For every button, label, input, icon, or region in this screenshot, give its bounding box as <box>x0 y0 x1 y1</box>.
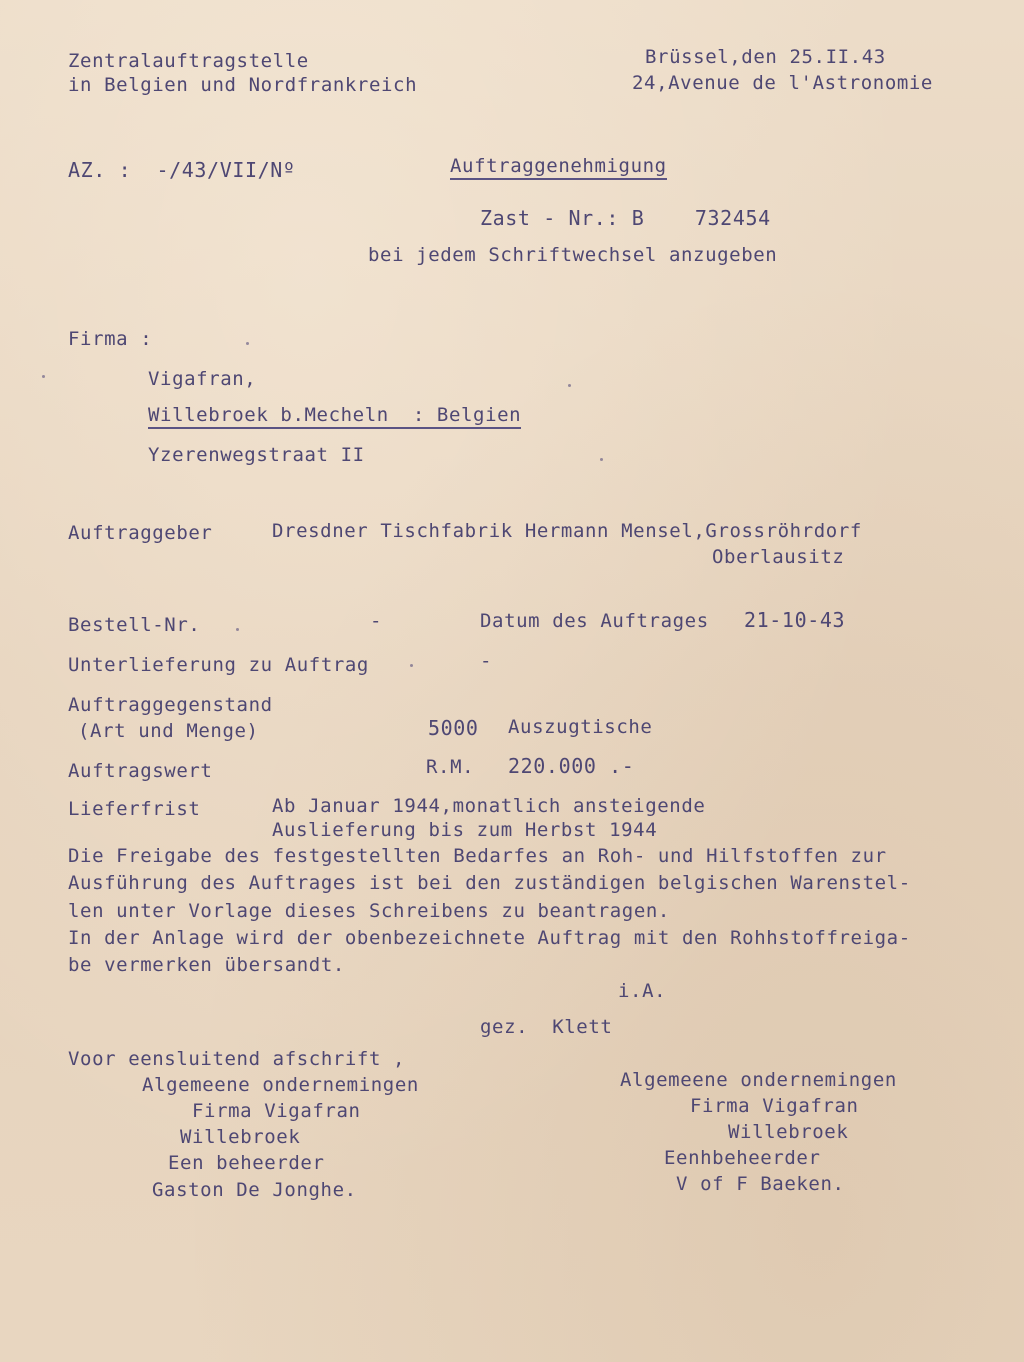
client-name: Dresdner Tischfabrik Hermann Mensel,Grossröhrdorf <box>272 520 862 542</box>
paper-speck <box>42 375 45 378</box>
order-date-label: Datum des Auftrages <box>480 610 709 632</box>
order-quantity: 5000 <box>428 716 479 740</box>
certification-company-right: Algemeene ondernemingen <box>620 1069 897 1091</box>
file-reference: AZ. : -/43/VII/Nº <box>68 158 296 182</box>
sub-delivery-value: - <box>480 650 493 672</box>
paper-speck <box>236 628 239 631</box>
signature-name: gez. Klett <box>480 1016 613 1038</box>
certification-line-1: Voor eensluitend afschrift , <box>68 1048 406 1070</box>
paper-speck <box>600 458 603 461</box>
order-subject-sublabel: (Art und Menge) <box>78 720 259 742</box>
delivery-period-line-1: Ab Januar 1944,monatlich ansteigende <box>272 795 706 817</box>
firm-street: Yzerenwegstraat II <box>148 444 365 466</box>
paper-speck <box>410 664 413 667</box>
body-line-2: Ausführung des Auftrages ist bei den zuständigen belgischen Warenstel- <box>68 872 911 894</box>
order-value-currency: R.M. <box>426 756 475 778</box>
order-value-amount: 220.000 .- <box>508 754 635 778</box>
certification-firm-left: Firma Vigafran <box>192 1100 361 1122</box>
body-line-4: In der Anlage wird der obenbezeichnete Auftrag mit den Rohhstoffreiga- <box>68 927 911 949</box>
delivery-period-line-2: Auslieferung bis zum Herbst 1944 <box>272 819 658 841</box>
place-date: Brüssel,den 25.II.43 <box>645 46 886 68</box>
reference-notice: bei jedem Schriftwechsel anzugeben <box>368 244 778 266</box>
order-item: Auszugtische <box>508 716 653 738</box>
order-subject-label: Auftraggegenstand <box>68 694 273 716</box>
client-region: Oberlausitz <box>712 546 845 568</box>
certification-signer-left: Gaston De Jonghe. <box>152 1179 357 1201</box>
document-title: Auftraggenehmigung <box>450 157 667 180</box>
certification-town-right: Willebroek <box>728 1121 849 1143</box>
certification-company-left: Algemeene ondernemingen <box>142 1074 419 1096</box>
certification-role-left: Een beheerder <box>168 1152 325 1174</box>
body-line-3: len unter Vorlage dieses Schreibens zu beantragen. <box>68 900 670 922</box>
certification-role-right: Eenhbeheerder <box>664 1147 821 1169</box>
paper-speck <box>568 384 571 387</box>
zast-number: Zast - Nr.: B 732454 <box>480 206 771 230</box>
firm-location: Willebroek b.Mecheln : Belgien <box>148 406 521 429</box>
sub-delivery-label: Unterlieferung zu Auftrag <box>68 654 369 676</box>
order-number-label: Bestell-Nr. <box>68 614 201 636</box>
order-date-value: 21-10-43 <box>744 608 846 632</box>
order-value-label: Auftragswert <box>68 760 213 782</box>
sender-line-1: Zentralauftragstelle <box>68 50 309 72</box>
client-label: Auftraggeber <box>68 522 213 544</box>
signature-ia: i.A. <box>618 980 667 1002</box>
certification-town-left: Willebroek <box>180 1126 301 1148</box>
paper-speck <box>246 342 249 345</box>
sender-line-2: in Belgien und Nordfrankreich <box>68 74 418 96</box>
body-line-1: Die Freigabe des festgestellten Bedarfes an Roh- und Hilfstoffen zur <box>68 845 887 867</box>
order-number-value: - <box>370 610 383 632</box>
delivery-period-label: Lieferfrist <box>68 798 201 820</box>
certification-firm-right: Firma Vigafran <box>690 1095 859 1117</box>
sender-address: 24,Avenue de l'Astronomie <box>632 72 933 94</box>
body-line-5: be vermerken übersandt. <box>68 954 345 976</box>
firm-label: Firma : <box>68 328 153 350</box>
certification-signer-right: V of F Baeken. <box>676 1173 845 1195</box>
firm-name: Vigafran, <box>148 368 257 390</box>
